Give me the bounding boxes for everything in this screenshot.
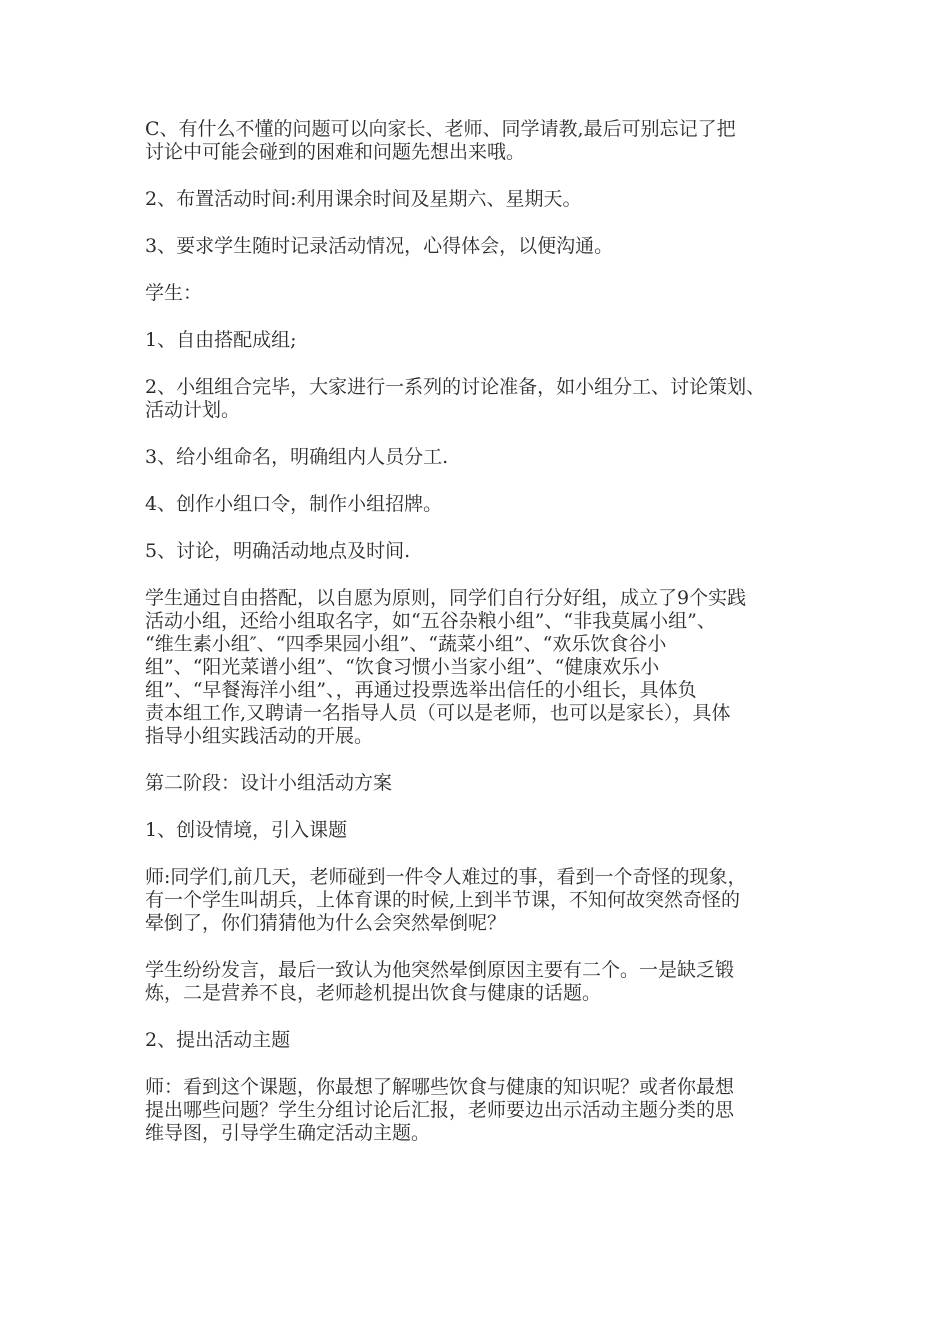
paragraph-line: 师:同学们,前几天，老师碰到一件令人难过的事，看到一个奇怪的现象， [145,866,747,888]
paragraph-line: 1、创设情境，引入课题 [145,819,348,841]
paragraph-line: 学生纷纷发言，最后一致认为他突然晕倒原因主要有二个。一是缺乏锻 [145,959,735,981]
paragraph [145,235,825,258]
paragraph-line: 炼，二是营养不良，老师趁机提出饮食与健康的话题。 [145,982,602,1004]
paragraph [145,772,825,795]
document-body [145,118,825,1169]
paragraph [145,1076,825,1145]
paragraph [145,493,825,516]
paragraph-line: 责本组工作,又聘请一名指导人员（可以是老师，也可以是家长），具体 [145,702,731,724]
paragraph [145,188,825,211]
paragraph-line: 有一个学生叫胡兵，上体育课的时候,上到半节课，不知何故突然奇怪的 [145,889,741,911]
paragraph [145,866,825,935]
paragraph-line: 5、讨论，明确活动地点及时间. [145,540,411,562]
paragraph-line: 活动小组，还给小组取名字，如“五谷杂粮小组”、“非我莫属小组”、 [145,610,716,632]
paragraph [145,819,825,842]
paragraph [145,959,825,1005]
paragraph-line: 师：看到这个课题，你最想了解哪些饮食与健康的知识呢？或者你最想 [145,1076,735,1098]
paragraph [145,1029,825,1052]
paragraph-line: 3、要求学生随时记录活动情况，心得体会，以便沟通。 [145,235,614,257]
paragraph-line: 组”、“早餐海洋小组”、，再通过投票选举出信任的小组长，具体负 [145,679,697,701]
paragraph-line: 讨论中可能会碰到的困难和问题先想出来哦。 [145,141,526,163]
paragraph-line: 2、提出活动主题 [145,1029,291,1051]
paragraph-line: 3、给小组命名，明确组内人员分工. [145,446,449,468]
paragraph-line: 活动计划。 [145,399,241,421]
paragraph-line: 维导图，引导学生确定活动主题。 [145,1122,431,1144]
paragraph [145,540,825,563]
paragraph-line: “维生素小组″、“四季果园小组”、“蔬菜小组”、“欢乐饮食谷小 [145,633,667,655]
paragraph-line: 指导小组实践活动的开展。 [145,725,374,747]
paragraph-line: 提出哪些问题？学生分组讨论后汇报，老师要边出示活动主题分类的思 [145,1099,735,1121]
paragraph-line: 2、布置活动时间:利用课余时间及星期六、星期天。 [145,188,582,210]
paragraph-line: 学生通过自由搭配，以自愿为原则，同学们自行分好组，成立了9个实践 [145,587,747,609]
paragraph-line: 1、自由搭配成组; [145,329,297,351]
paragraph-line: 晕倒了，你们猜猜他为什么会突然晕倒呢？ [145,912,507,934]
paragraph [145,329,825,352]
paragraph-line: 4、创作小组口令，制作小组招牌。 [145,493,443,515]
paragraph-line: 组”、“阳光菜谱小组”、“饮食习惯小当家小组”、“健康欢乐小 [145,656,660,678]
paragraph [145,118,825,164]
paragraph [145,282,825,305]
paragraph-line: 学生： [145,282,203,304]
paragraph-line: 第二阶段：设计小组活动方案 [145,772,393,794]
paragraph [145,376,825,422]
paragraph [145,446,825,469]
paragraph-line: C、有什么不懂的问题可以向家长、老师、同学请教,最后可别忘记了把 [145,118,736,140]
paragraph-line: 2、小组组合完毕，大家进行一系列的讨论准备，如小组分工、讨论策划、 [145,376,766,398]
paragraph [145,587,825,748]
